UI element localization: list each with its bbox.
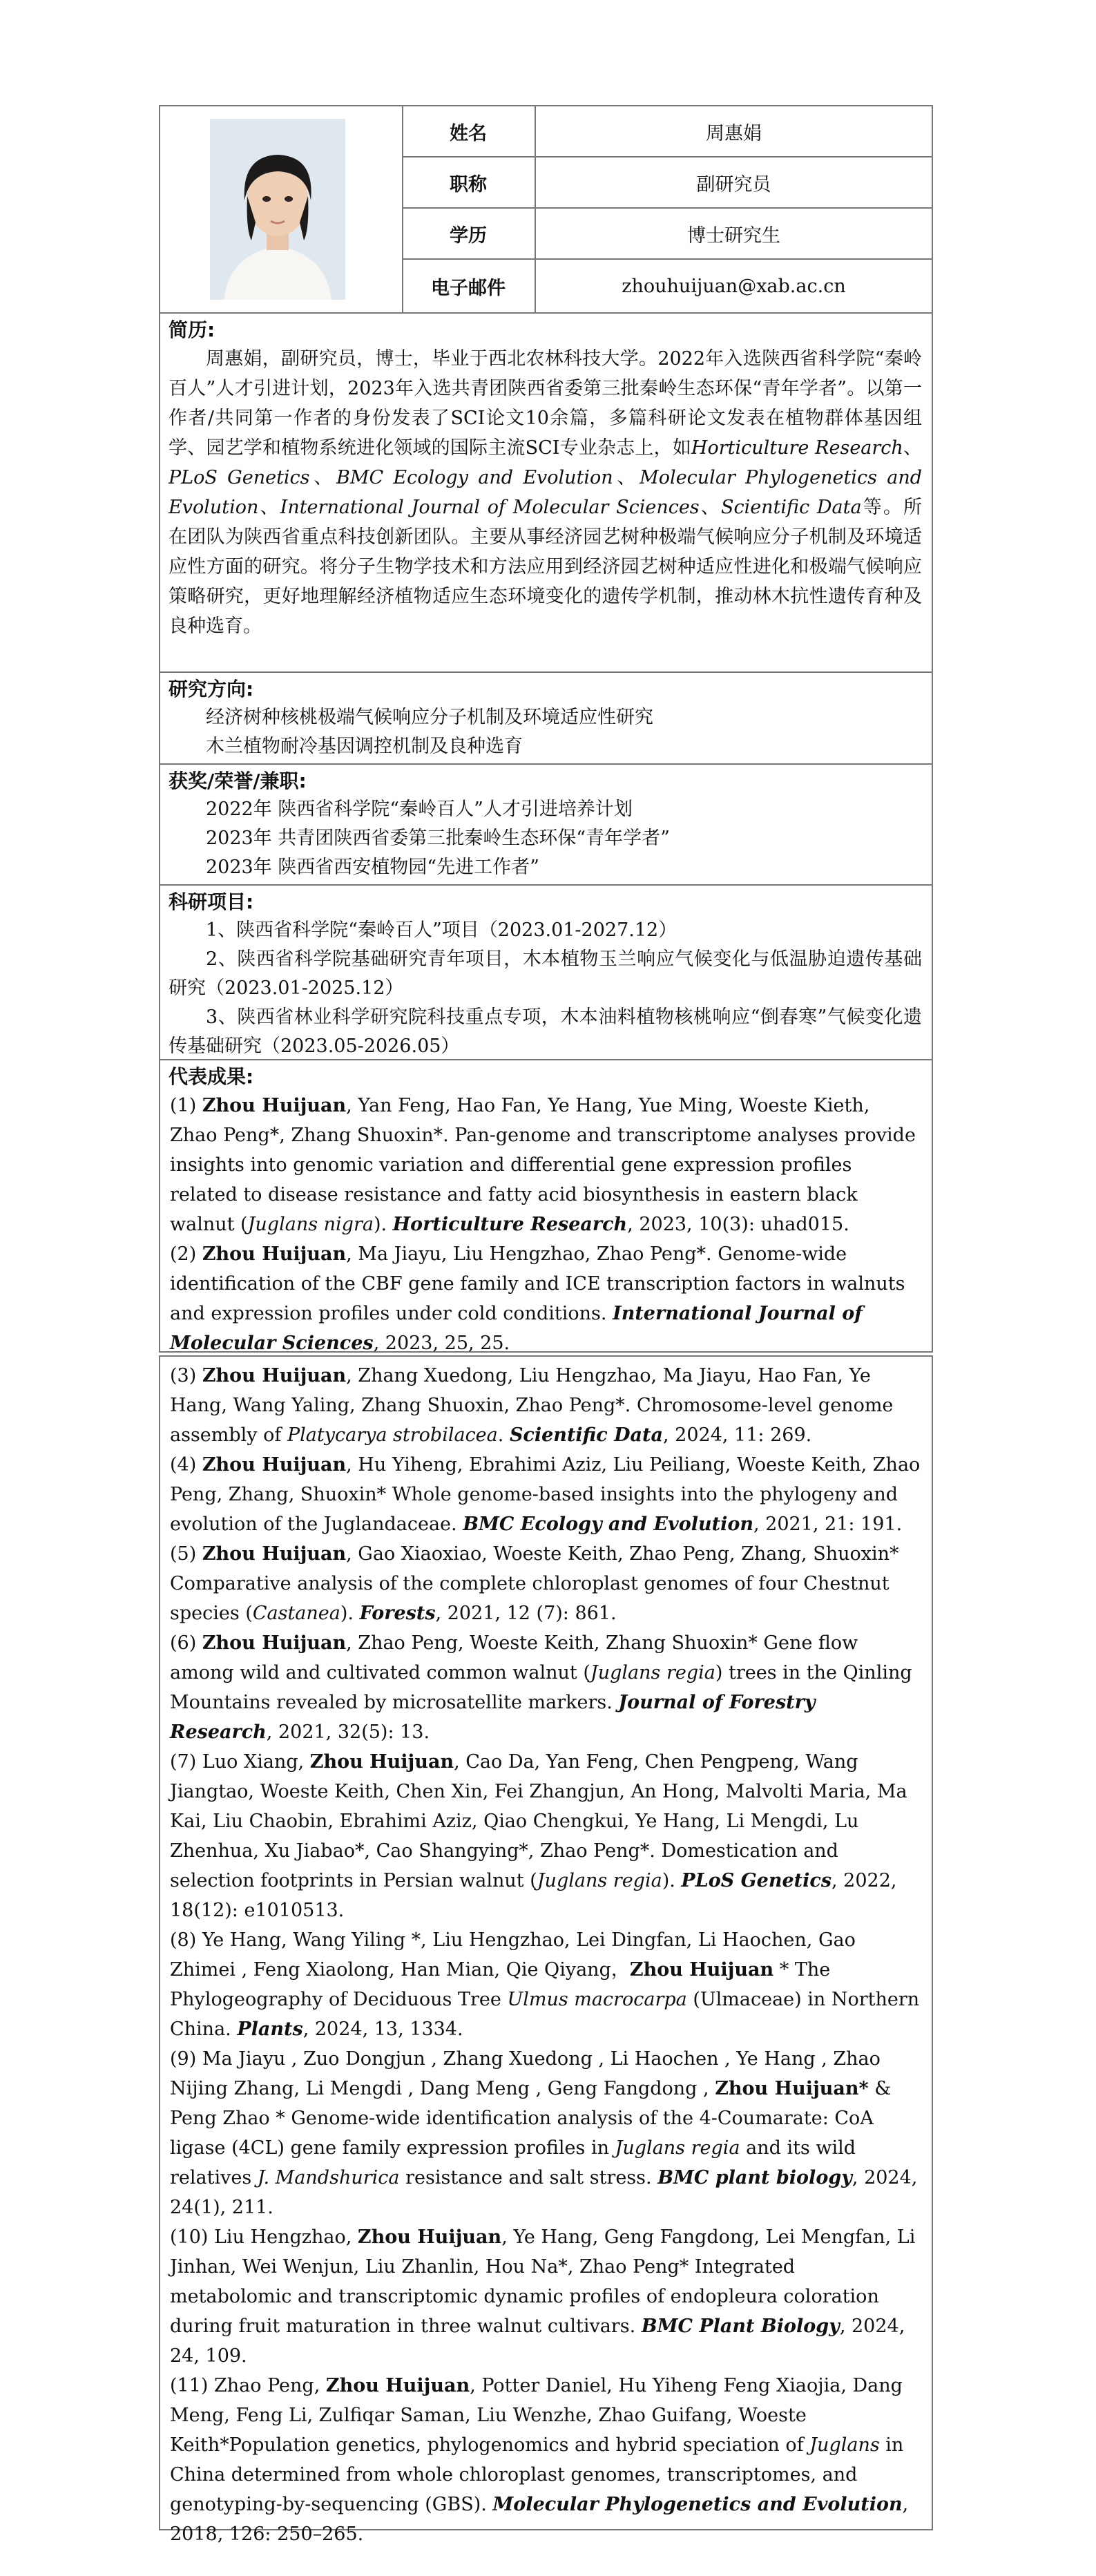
award-item: 2022年 陕西省科学院“秦岭百人”人才引进培养计划 bbox=[206, 799, 633, 820]
degree-value: 博士研究生 bbox=[687, 225, 780, 247]
pub-text: , Ye Hang, Geng Fangdong, Lei Mengfan, Li Jinhan, Wei Wenjun, Liu Zhanlin, Hou Na*, Zhao Peng* Integrated metabolomic and transcriptomic dynamic profiles of endopleura coloration during fruit maturation in three walnut cultivars. bbox=[170, 2226, 916, 2337]
separator: 、 bbox=[699, 497, 721, 518]
degree-label: 学历 bbox=[402, 209, 536, 258]
pub-species: Ulmus macrocarpa bbox=[507, 1989, 687, 2010]
pub-text: ). bbox=[340, 1603, 360, 1624]
pub-citation: , 2024, 24, 109. bbox=[170, 2316, 905, 2367]
pub-author: Zhou Huijuan bbox=[202, 1454, 347, 1476]
resume-text-2: 等。所在团队为陕西省重点科技创新团队。主要从事经济园艺树种极端气候响应分子机制及环境适应性方面的研究。将分子生物学技术和方法应用到经济园艺树种适应性进化和极端气候响应策略研究，更好地理解经济植物适应生态环境变化的遗传学机制，推动林木抗性遗传育种及良种选育。 bbox=[169, 497, 923, 637]
pub-citation: , 2024, 24(1), 211. bbox=[170, 2167, 918, 2218]
publication-item bbox=[169, 1628, 922, 1747]
journal-name: PLoS Genetics bbox=[169, 467, 310, 488]
journal-name: Molecular Phylogenetics and Evolution bbox=[169, 467, 922, 518]
separator: 、 bbox=[613, 467, 640, 488]
pub-citation: , 2023, 25, 25. bbox=[373, 1333, 510, 1354]
research-item: 木兰植物耐冷基因调控机制及良种选育 bbox=[206, 736, 523, 757]
name-row bbox=[402, 106, 932, 158]
publication-item bbox=[169, 1091, 922, 1239]
resume-paragraph bbox=[169, 344, 922, 641]
pub-species: Castanea bbox=[252, 1603, 340, 1624]
pub-text: . bbox=[497, 1424, 510, 1446]
pub-number: (6) bbox=[170, 1632, 202, 1654]
pub-author: Zhou Huijuan bbox=[629, 1959, 774, 1981]
research-item: 经济树种核桃极端气候响应分子机制及环境适应性研究 bbox=[206, 707, 653, 728]
pub-journal: BMC Plant Biology bbox=[641, 2316, 840, 2337]
publication-item bbox=[169, 2222, 922, 2371]
publication-item bbox=[169, 1925, 922, 2044]
achievements-heading: 代表成果: bbox=[169, 1065, 254, 1088]
pub-author: Zhou Huijuan bbox=[202, 1543, 347, 1565]
pub-author: Zhou Huijuan bbox=[202, 1632, 347, 1654]
separator: 、 bbox=[258, 497, 280, 518]
email-label: 电子邮件 bbox=[402, 260, 536, 312]
projects-section bbox=[160, 886, 932, 1060]
degree-row bbox=[402, 209, 932, 260]
pub-journal: Scientific Data bbox=[509, 1424, 664, 1446]
publication-item bbox=[169, 1361, 922, 1450]
pub-journal: Forests bbox=[359, 1603, 436, 1624]
pub-citation: , 2021, 21: 191. bbox=[753, 1514, 903, 1535]
name-label: 姓名 bbox=[402, 106, 536, 156]
pub-text: , Zhao Peng, Woeste Keith, Zhang Shuoxin* Gene flow among wild and cultivated common walnut ( bbox=[170, 1632, 858, 1683]
pub-number: (11) Zhao Peng, bbox=[170, 2375, 326, 2396]
pub-text: , Yan Feng, Hao Fan, Ye Hang, Yue Ming, Woeste Kieth, Zhao Peng*, Zhang Shuoxin*. Pan-genome and transcriptome analyses provide insights into genomic variation and differential gene expression profiles related to disease resistance and fatty acid biosynthesis in eastern black walnut ( bbox=[170, 1095, 916, 1235]
publication-item bbox=[169, 1450, 922, 1539]
pub-citation: , 2018, 126: 250–265. bbox=[170, 2494, 909, 2545]
pub-author: Zhou Huijuan bbox=[325, 2375, 470, 2396]
name-value: 周惠娟 bbox=[706, 122, 762, 144]
pub-journal: Plants bbox=[237, 2019, 303, 2040]
journal-name: Scientific Data bbox=[720, 497, 862, 518]
title-row bbox=[402, 158, 932, 209]
pub-journal: Journal of Forestry Research bbox=[170, 1692, 816, 1743]
pub-text: ). bbox=[373, 1214, 393, 1235]
pub-journal: International Journal of Molecular Sciences bbox=[170, 1303, 863, 1354]
pub-citation: , 2023, 10(3): uhad015. bbox=[627, 1214, 849, 1235]
profile-table bbox=[159, 105, 933, 1353]
title-label: 职称 bbox=[402, 158, 536, 207]
pub-number: (4) bbox=[170, 1454, 202, 1476]
pub-species: J. Mandshurica bbox=[257, 2167, 400, 2188]
pub-text: ) trees in the Qinling Mountains revealed by microsatellite markers. bbox=[170, 1662, 912, 1713]
resume-section bbox=[160, 314, 932, 673]
photo-cell bbox=[160, 106, 403, 312]
pub-text: * The Phylogeography of Deciduous Tree bbox=[170, 1959, 831, 2010]
pub-citation: , 2021, 12 (7): 861. bbox=[435, 1603, 617, 1624]
pub-number: (7) Luo Xiang, bbox=[170, 1751, 310, 1773]
pub-journal: BMC plant biology bbox=[657, 2167, 852, 2188]
pub-text: , Potter Daniel, Hu Yiheng Feng Xiaojia, Dang Meng, Feng Li, Zulfiqar Saman, Liu Wenzhe, Zhao Guifang, Woeste Keith*Population genetics, phylogenomics and hybrid speciation of bbox=[170, 2375, 903, 2456]
journal-name: Horticulture Research bbox=[691, 437, 903, 459]
pub-species: Juglans nigra bbox=[247, 1214, 374, 1235]
pub-species: Juglans regia bbox=[590, 1662, 715, 1683]
pub-author: Zhou Huijuan bbox=[202, 1243, 347, 1265]
pub-journal: BMC Ecology and Evolution bbox=[463, 1514, 753, 1535]
pub-number: (9) Ma Jiayu , Zuo Dongjun , Zhang Xuedong , Li Haochen , Ye Hang , Zhao Nijing Zhang, Li Mengdi , Dang Meng , Geng Fangdong , bbox=[170, 2048, 881, 2099]
person-portrait-icon bbox=[210, 119, 345, 300]
email-value[interactable]: zhouhuijuan@xab.ac.cn bbox=[622, 275, 846, 297]
title-value: 副研究员 bbox=[696, 173, 771, 195]
publication-item bbox=[169, 1239, 922, 1358]
journal-name: BMC Ecology and Evolution bbox=[336, 467, 613, 488]
pub-text: , Zhang Xuedong, Liu Hengzhao, Ma Jiayu, Hao Fan, Ye Hang, Wang Yaling, Zhang Shuoxin, Zhao Peng*. Chromosome-level genome assembly of bbox=[170, 1365, 894, 1446]
pub-number: (10) Liu Hengzhao, bbox=[170, 2226, 358, 2248]
research-heading: 研究方向: bbox=[169, 678, 254, 700]
project-item: 1、陕西省科学院“秦岭百人”项目（2023.01-2027.12） bbox=[206, 919, 677, 941]
publication-item bbox=[169, 2044, 922, 2222]
resume-text-1: 周惠娟，副研究员，博士，毕业于西北农林科技大学。2022年入选陕西省科学院“秦岭百人”人才引进计划，2023年入选共青团陕西省委第三批秦岭生态环保“青年学者”。以第一作者/共同第一作者的身份发表了SCI论文10余篇，多篇科研论文发表在植物群体基因组学、园艺学和植物系统进化领域的国际主流SCI专业杂志上，如 bbox=[169, 348, 922, 459]
award-item: 2023年 共青团陕西省委第三批秦岭生态环保“青年学者” bbox=[206, 828, 670, 849]
pub-species: Platycarya strobilacea bbox=[287, 1424, 498, 1446]
publications-list bbox=[160, 1357, 932, 2555]
publication-item bbox=[169, 1539, 922, 1628]
publication-item bbox=[169, 1747, 922, 1925]
pub-text: resistance and salt stress. bbox=[399, 2167, 658, 2188]
projects-heading: 科研项目: bbox=[169, 890, 254, 913]
pub-number: (3) bbox=[170, 1365, 202, 1386]
pub-species: Juglans regia bbox=[615, 2137, 740, 2159]
pub-number: (1) bbox=[170, 1095, 202, 1116]
awards-heading: 获奖/荣誉/兼职: bbox=[169, 770, 307, 792]
pub-number: (2) bbox=[170, 1243, 202, 1265]
pub-text: , Hu Yiheng, Ebrahimi Aziz, Liu Peiliang, Woeste Keith, Zhao Peng, Zhang, Shuoxin* Whole genome-based insights into the phylogeny and evolution of the Juglandaceae. bbox=[170, 1454, 921, 1535]
separator: 、 bbox=[903, 437, 923, 459]
pub-author: Zhou Huijuan bbox=[202, 1095, 347, 1116]
pub-citation: , 2024, 13, 1334. bbox=[302, 2019, 463, 2040]
pub-text: in China determined from whole chloroplast genomes, transcriptomes, and genotyping-by-sequencing (GBS). bbox=[170, 2434, 904, 2515]
pub-number: (8) Ye Hang, Wang Yiling *, Liu Hengzhao, Lei Dingfan, Li Haochen, Gao Zhimei , Feng Xiaolong, Han Mian, Qie Qiyang， bbox=[170, 1929, 856, 1981]
pub-text: & Peng Zhao * Genome-wide identification analysis of the 4-Coumarate: CoA ligase (4CL) gene family expression profiles in bbox=[170, 2078, 892, 2159]
pub-text: , Ma Jiayu, Liu Hengzhao, Zhao Peng*. Genome-wide identification of the CBF gene family and ICE transcription factors in walnuts and expression profiles under cold conditions. bbox=[170, 1243, 905, 1324]
pub-text: ). bbox=[662, 1870, 682, 1891]
pub-author: Zhou Huijuan bbox=[357, 2226, 502, 2248]
pub-author: Zhou Huijuan* bbox=[715, 2078, 869, 2099]
project-item: 3、陕西省林业科学研究院科技重点专项，木本油料植物核桃响应“倒春寒”气候变化遗传基础研究（2023.05-2026.05） bbox=[169, 1006, 922, 1057]
publication-item bbox=[169, 2371, 922, 2549]
portrait-photo bbox=[210, 119, 345, 300]
pub-text: (Ulmaceae) in Northern China. bbox=[170, 1989, 920, 2040]
project-item: 2、陕西省科学院基础研究青年项目，木本植物玉兰响应气候变化与低温胁迫遗传基础研究（2023.01-2025.12） bbox=[169, 948, 922, 999]
resume-heading: 简历: bbox=[169, 318, 215, 341]
pub-citation: , 2022, 18(12): e1010513. bbox=[170, 1870, 897, 1921]
research-section bbox=[160, 673, 932, 765]
pub-species: Juglans regia bbox=[537, 1870, 662, 1891]
pub-author: Zhou Huijuan bbox=[309, 1751, 454, 1773]
award-item: 2023年 陕西省西安植物园“先进工作者” bbox=[206, 857, 539, 878]
achievements-section bbox=[160, 1060, 932, 1364]
awards-section bbox=[160, 765, 932, 886]
pub-species: Juglans bbox=[809, 2434, 880, 2456]
pub-citation: , 2024, 11: 269. bbox=[663, 1424, 812, 1446]
pub-text: , Cao Da, Yan Feng, Chen Pengpeng, Wang Jiangtao, Woeste Keith, Chen Xin, Fei Zhangjun, An Hong, Malvolti Maria, Ma Kai, Liu Chaobin, Ebrahimi Aziz, Qiao Chengkui, Ye Hang, Li Mengdi, Lu Zhenhua, Xu Jiabao*, Cao Shangying*, Zhao Peng*. Domestication and selection footprints in Persian walnut ( bbox=[170, 1751, 907, 1891]
pub-text: and its wild relatives bbox=[170, 2137, 856, 2188]
pub-journal: PLoS Genetics bbox=[681, 1870, 832, 1891]
pub-journal: Horticulture Research bbox=[392, 1214, 628, 1235]
pub-journal: Molecular Phylogenetics and Evolution bbox=[492, 2494, 903, 2515]
email-row bbox=[402, 260, 932, 312]
pub-number: (5) bbox=[170, 1543, 202, 1565]
journal-name: International Journal of Molecular Sciences bbox=[280, 497, 700, 518]
separator: 、 bbox=[309, 467, 336, 488]
pub-text: , Gao Xiaoxiao, Woeste Keith, Zhao Peng, Zhang, Shuoxin* Comparative analysis of the complete chloroplast genomes of four Chestnut species ( bbox=[170, 1543, 899, 1624]
publications-table bbox=[159, 1355, 933, 2545]
pub-author: Zhou Huijuan bbox=[202, 1365, 347, 1386]
pub-citation: , 2021, 32(5): 13. bbox=[266, 1721, 430, 1743]
profile-header bbox=[160, 106, 932, 314]
